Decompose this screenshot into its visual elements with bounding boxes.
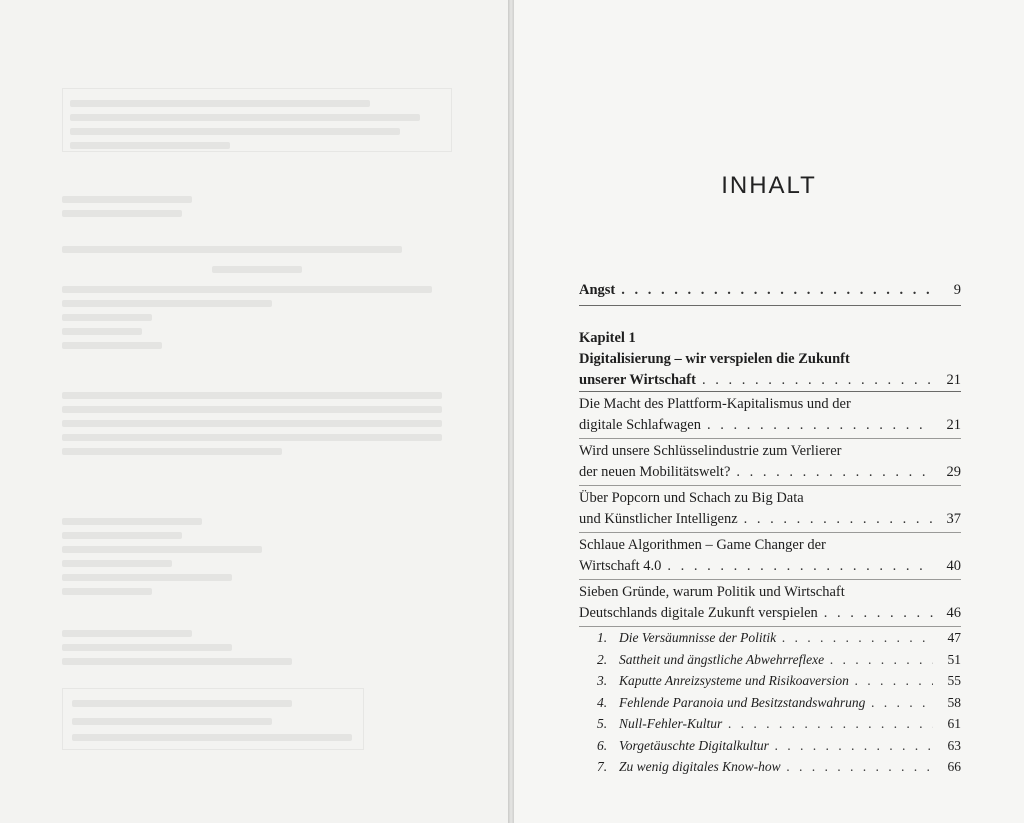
toc-subsection[interactable]: [579, 692, 961, 714]
page-number: 55: [947, 673, 961, 688]
dot-leader: [744, 509, 933, 530]
subsection-number: 1.: [597, 630, 608, 645]
page-number: 46: [946, 605, 961, 621]
chapter-title-line2: unserer Wirtschaft: [579, 372, 696, 388]
toc-section[interactable]: [579, 392, 961, 438]
toc-entry-kapitel-1[interactable]: [579, 328, 961, 391]
toc-subsection[interactable]: [579, 756, 961, 778]
toc-subsection[interactable]: [579, 735, 961, 757]
toc-section[interactable]: [579, 533, 961, 579]
toc-entry-angst[interactable]: [579, 278, 961, 305]
subsection-number: 2.: [597, 651, 608, 667]
page-number: 9: [953, 282, 961, 298]
toc-subsection[interactable]: [579, 627, 961, 649]
page-number: 21: [946, 417, 961, 433]
section-title-line1: Über Popcorn und Schach zu Big Data: [579, 490, 804, 506]
subsection-number: 3.: [597, 673, 608, 688]
subsection-title: Fehlende Paranoia und Besitzstandswahrung: [619, 694, 866, 710]
dot-leader: [621, 280, 933, 301]
subsection-number: 7.: [597, 759, 608, 774]
subsection-title: Zu wenig digitales Know-how: [619, 759, 781, 774]
toc-section[interactable]: [579, 486, 961, 532]
dot-leader: [667, 556, 933, 577]
subsection-title: Die Versäumnisse der Politik: [619, 630, 777, 645]
page-number: 29: [946, 464, 961, 480]
toc-subsection[interactable]: [579, 670, 961, 692]
subsection-number: 6.: [597, 737, 608, 753]
dot-leader: [702, 370, 933, 391]
section-title-line2: der neuen Mobilitätswelt?: [579, 464, 731, 480]
page-number: 61: [947, 716, 961, 731]
section-title-line1: Sieben Gründe, warum Politik und Wirtschaft: [579, 584, 845, 600]
dot-leader: [871, 692, 933, 714]
toc-subsection[interactable]: [579, 713, 961, 735]
chapter-title-line1: Digitalisierung – wir verspielen die Zukunft: [579, 351, 850, 367]
chapter-label: Kapitel 1: [579, 330, 636, 346]
dot-leader: [775, 735, 933, 757]
page-title: INHALT: [721, 172, 817, 199]
section-title-line1: Wird unsere Schlüsselindustrie zum Verlierer: [579, 443, 842, 459]
dot-leader: [707, 415, 933, 436]
toc-section[interactable]: [579, 580, 961, 626]
left-page: [0, 0, 508, 823]
table-of-contents: [579, 278, 961, 778]
section-title-line1: Die Macht des Plattform-Kapitalismus und der: [579, 396, 851, 412]
section-title-line2: digitale Schlafwagen: [579, 417, 701, 433]
dot-leader: [824, 603, 933, 624]
section-title-line1: Schlaue Algorithmen – Game Changer der: [579, 537, 826, 553]
dot-leader: [855, 670, 933, 692]
subsection-title: Sattheit und ängstliche Abwehrreflexe: [619, 651, 825, 667]
section-title-line2: und Künstlicher Intelligenz: [579, 511, 738, 527]
show-through-text: [62, 88, 452, 768]
toc-entry-text: Angst: [579, 282, 616, 298]
page-number: 40: [946, 558, 961, 574]
divider: [579, 305, 961, 306]
page-number: 66: [947, 759, 961, 774]
subsection-title: Null-Fehler-Kultur: [619, 716, 723, 731]
toc-subsection[interactable]: [579, 649, 961, 671]
page-number: 63: [947, 737, 961, 753]
dot-leader: [736, 462, 933, 483]
page-number: 58: [947, 694, 961, 710]
dot-leader: [787, 756, 933, 778]
subsection-number: 4.: [597, 694, 608, 710]
subsection-title: Kaputte Anreizsysteme und Risikoaversion: [619, 673, 849, 688]
page-number: 21: [946, 372, 961, 388]
subsection-title: Vorgetäuschte Digitalkultur: [619, 737, 769, 753]
toc-section[interactable]: [579, 439, 961, 485]
section-title-line2: Deutschlands digitale Zukunft verspielen: [579, 605, 818, 621]
section-title-line2: Wirtschaft 4.0: [579, 558, 662, 574]
page-number: 51: [947, 651, 961, 667]
subsection-number: 5.: [597, 716, 608, 731]
page-number: 47: [947, 630, 961, 645]
dot-leader: [782, 627, 933, 649]
dot-leader: [830, 649, 933, 671]
dot-leader: [728, 713, 933, 735]
page-number: 37: [946, 511, 961, 527]
